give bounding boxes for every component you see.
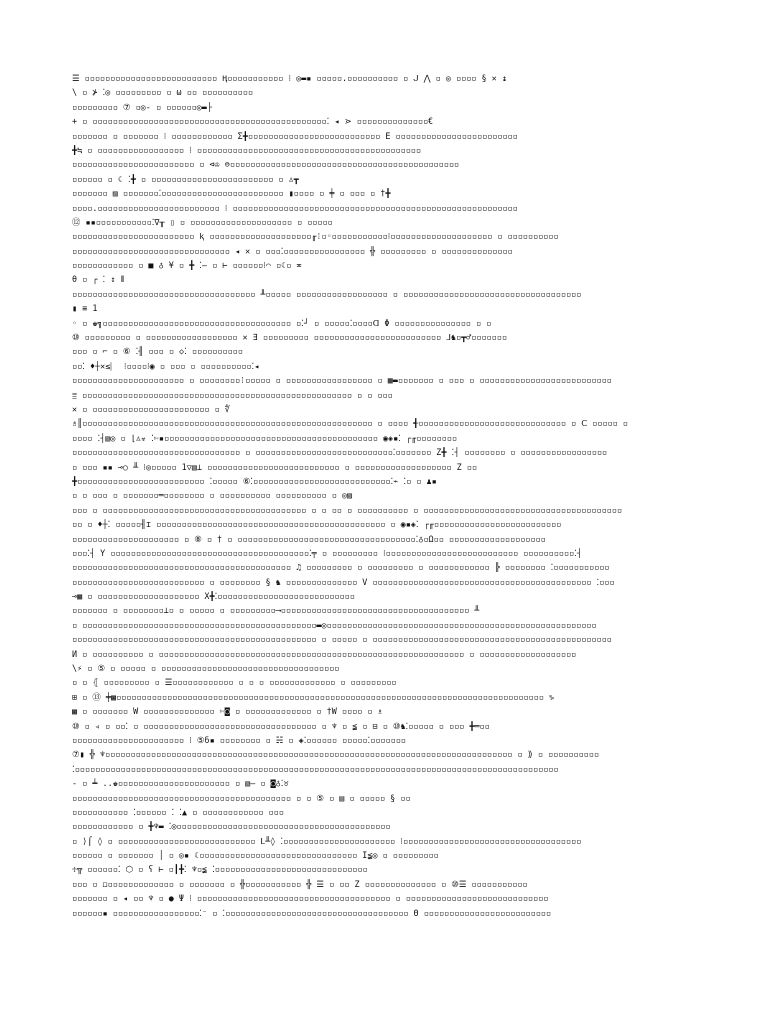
- text-line: ▫▫▫▫▫▫▫▫▫ ⑦ ▫◎- ▫ ▫▫▫▫▫▫◎▬├: [72, 101, 212, 112]
- text-line: ⊸▩ ▫ ▫▫▫▫▫▫▫▫▫▫▫▫▫▫▫▫▫▫▫▫ X╋⁚▫▫▫▫▫▫▫▫▫▫▫▫▫▫▫▫▫▫▫▫▫▫▫▫▫▫▫: [72, 591, 355, 602]
- text-line: ▫▫▫ ▫ ◻▫▫▫▫▫▫▫▫▫▫▫▫▫ ▫ ▫▫▫▫▫▫▫ ▫ ╬▫▫▫▫▫▫▫▫▫▫▫ ╬ ☰ ▫ ▫▫ Z ▫▫▫▫▫▫▫▫▫▫▫▫▫▫ ▫ ⑩☰ ▫▫▫▫▫▫▫▫▫▫▫: [72, 878, 528, 889]
- text-line: ✕ ▫ ▫▫▫▫▫▫▫▫▫▫▫▫▫▫▫▫▫▫▫▫▫▫▫ ▫ ∜: [72, 403, 230, 414]
- text-line: ▫▫▫▫▫▫▫ ▨ ▫▫▫▫▫▫▫⁚▫▫▫▫▫▫▫▫▫▫▫▫▫▫▫▫▫▫▫▫▫▫▫▫ ▮▫▫▫▫ ▫ ╪ ▫ ▫▫▫ ▫ †╋: [72, 188, 391, 199]
- text-line: ▫▫▫▫▫▫▫▫▫▫▫ ⁚▫▫▫▫▫▫ ⁚ ⁚▲ ▫ ▫▫▫▫▫▫▫▫▫▫▫▫ ▫▫▫: [72, 806, 284, 817]
- text-line: ☰ ▫▫▫▫▫▫▫▫▫▫▫▫▫▫▫▫▫▫▫▫▫▫▫▫▫▫ Ⱨ▫▫▫▫▫▫▫▫▫▫▫ ⁝ ◎▬▪ ▫▫▫▫▫.▫▫▫▫▫▫▫▫▫▫ ▫ ᒍ ⋀ ▫ ◎ ▫▫▫▫ § ✕ ↨: [72, 73, 507, 83]
- text-line: ▫▫▫▫▫▫▫▫▫▫▫▫▫▫▫▫▫▫▫▫▫ ▫ ⑧ ▫ † ▫ ▫▫▫▫▫▫▫▫▫▫▫▫▫▫▫▫▫▫▫▫▫▫▫▫▫▫▫▫▫▫▫▫▫▫▫⁚♁▫Ω▫▫ ▫▫▫▫▫▫▫▫▫▫▫▫▫▫▫▫▫▫▫: [72, 533, 546, 544]
- text-line: ▫▫▫▫▫▫ ▫ ▫▫▫▫▫▫▫ │ ▫ ◎▪ ☾▫▫▫▫▫▫▫▫▫▫▫▫▫▫▫▫▫▫▫▫▫▫▫▫▫▫▫▫▫▫▫ I≨◎ ▫ ▫▫▫▫▫▫▫▫▫: [72, 850, 439, 861]
- text-line: ▫▫▫▫▫▫▫ ▫ ▫▫▫▫▫▫▫▫⊥▫ ▫ ▫▫▫▫▫ ▫ ▫▫▫▫▫▫▫▫▫⟶▫▫▫▫▫▫▫▫▫▫▫▫▫▫▫▫▫▫▫▫▫▫▫▫▫▫▫▫▫▫▫▫▫▫▫▫▫ ╨: [72, 605, 480, 616]
- text-line: ⑫ ▪▪▫▫▫▫▫▫▫▫▫▫▫⁚∇╥ ▯ ▫ ▫▫▫▫▫▫▫▫▫▫▫▫▫▫▫▫▫▫▫▫ ▫ ▫▫▫▫▫: [72, 216, 333, 227]
- text-line: ▫▫▫▫▫▫▫ ▫ ▫▫▫▫▫▫▫ ⁝ ▫▫▫▫▫▫▫▫▫▫▫▫ Σ╋▫▫▫▫▫▫▫▫▫▫▫▫▫▫▫▫▫▫▫▫▫▫▫▫▫▫ Ε ▫▫▫▫▫▫▫▫▫▫▫▫▫▫▫▫▫▫▫▫▫▫▫▫: [72, 130, 518, 141]
- text-line: И ▫ ▫▫▫▫▫▫▫▫▫▫ ▫ ▫▫▫▫▫▫▫▫▫▫▫▫▫▫▫▫▫▫▫▫▫▫▫▫▫▫▫▫▫▫▫▫▫▫▫▫▫▫▫▫▫▫▫▫▫▫▫▫▫▫▫▫▫▫▫▫▫▫▫▫ ▫ ▫▫▫▫▫▫▫▫▫▫▫▫▫▫▫▫▫▫▫: [72, 648, 577, 659]
- text-line: ▫▫▫▫▫▫ ▫ ☾ ⁚╋ ▫ ▫▫▫▫▫▫▫▫▫▫▫▫▫▫▫▫▫▫▫▫▫▫▫▫ ▫ ♙┳: [72, 173, 299, 184]
- text-line: ▫▫▫⁚┤ Y ▫▫▫▫▫▫▫▫▫▫▫▫▫▫▫▫▫▫▫▫▫▫▫▫▫▫▫▫▫▫▫▫▫▫▫▫▫▫▫⁚╤ ▫ ▫▫▫▫▫▫▫▫▫ ⁝▫▫▫▫▫▫▫▫▫▫▫▫▫▫▫▫▫▫▫▫▫▫▫▫▫▫ ▫▫▫▫▫▫▫▫▫▫⁚┤: [72, 547, 582, 558]
- text-line: ▫▫▫▫▫▫▫▫▫▫▫▫▫▫▫▫▫▫▫▫▫▫ ⁝ ⑤ნ▪ ▫▫▫▫▫▫▫▫ ▫ ☵ ▫ ◈⁚▫▫▫▫▫▫ ▫▫▫▫▫⁚▫▫▫▫▫▫▫: [72, 734, 406, 745]
- text-line: ⑩ ▫▫▫▫▫▫▫▫▫ ▫ ▫▫▫▫▫▫▫▫▫▫▫▫▫▫▫▫▫▫ ✕ ∃ ▫▫▫▫▫▫▫▫▫ ▫▫▫▫▫▫▫▫▫▫▫▫▫▫▫▫▫▫▫▫▫▫▫▫▫ ⅃♞▫┳♂▫▫▫▫▫▫▫: [72, 332, 507, 343]
- text-line: ▮ ≡ 1: [72, 303, 98, 314]
- text-line: ▫▫▫▫▫▫▫▫▫▫▫▫ ▫ ■ ♁ ¥ ▫ ╋ ⁚— ▫ ⊢ ▫▫▫▫▫▫⁝⌒ ▫☾▫ ≖: [72, 260, 302, 271]
- text-line: + ▫ ▫▫▫▫▫▫▫▫▫▫▫▫▫▫▫▫▫▫▫▫▫▫▫▫▫▫▫▫▫▫▫▫▫▫▫▫▫▫▫▫▫▫▫▫▫▫⁚ ◂ ⋗ ▫▫▫▫▫▫▫▫▫▫▫▫▫▫€: [72, 116, 434, 127]
- text-line: ♱╦ ▫▫▫▫▫▫⁚ ⬡ ▫ ʕ ⊢ ▫┃╋⁚ ♆▫≨ ⁚▫▫▫▫▫▫▫▫▫▫▫▫▫▫▫▫▫▫▫▫▫▫▫▫▫▫▫▫▫▫: [72, 864, 368, 875]
- text-line: ▫▫▫▫▫▫▫ ▫ ◂ ▫▫ ♆ ▫ ● Ψ ⁝ ▫▫▫▫▫▫▫▫▫▫▫▫▫▫▫▫▫▫▫▫▫▫▫▫▫▫▫▫▫▫▫▫▫▫▫▫▫▫ ▫ ▫▫▫▫▫▫▫▫▫▫▫▫▫▫▫▫▫▫▫▫▫▫▫▫▫▫▫▫: [72, 893, 549, 904]
- text-line: ▩ ▫ ▫▫▫▫▫▫▫ W ▫▫▫▫▫▫▫▫▫▫▫▫▫▫ ✄◙ ▫ ▫▫▫▫▫▫▫▫▫▫▫▫▫ ▫ †W ▫▫▫▫ ▫ ♗: [72, 706, 383, 717]
- text-line: ▫▫▫▫▫▫▫▫▫▫▫▫▫▫▫▫▫▫▫▫▫▫▫▫▫▫▫▫▫▫▫▫▫ ▫ ▫▫▫▫▫▫▫▫▫▫▫▫▫▫▫▫▫▫▫▫▫▫▫▫▫▫▫⁚▫▫▫▫▫▫▫ Ζ╋ ⁚┤ ▫▫▫▫▫▫▫▫ ▫ ▫▫▫▫▫▫▫▫▫▫▫▫▫▫▫▫▫: [72, 447, 608, 458]
- text-line: ▫▫▫▫▫▫▫▫▫▫▫▫▫▫▫▫▫▫▫▫▫▫▫▫ ▫ ⊲♔ ⊜▫▫▫▫▫▫▫▫▫▫▫▫▫▫▫▫▫▫▫▫▫▫▫▫▫▫▫▫▫▫▫▫▫▫▫▫▫▫▫▫▫▫▫▫▫: [72, 159, 460, 170]
- text-line: ▫▫▫▫▫▫▫▫▫▫▫▫▫▫▫▫▫▫▫▫▫▫▫▫▫▫▫▫▫▫▫▫▫▫▫▫▫▫▫▫▫▫▫ ♫ ▫▫▫▫▫▫▫▫▫ ▫ ▫▫▫▫▫▫▫▫▫ ▫ ▫▫▫▫▫▫▫▫▫▫▫▫ ╠ ▫▫▫▫▫▫▫▫ ⁚▫▫▫▫▫▫▫▫▫▫▫: [72, 562, 610, 573]
- text-line: ╋≒ ▫ ▫▫▫▫▫▫▫▫▫▫▫▫▫▫▫▫▫ ⁝ ▫▫▫▫▫▫▫▫▫▫▫▫▫▫▫▫▫▫▫▫▫▫▫▫▫▫▫▫▫▫▫▫▫▫▫▫▫▫▫▫▫▫▫▫: [72, 144, 421, 155]
- text-line: ♗║▫▫▫▫▫▫▫▫▫▫▫▫▫▫▫▫▫▫▫▫▫▫▫▫▫▫▫▫▫▫▫▫▫▫▫▫▫▫▫▫▫▫▫▫▫▫▫▫▫▫▫▫▫▫▫▫▫ ▫ ▫▫▫▫ ╉▫▫▫▫▫▫▫▫▫▫▫▫▫▫▫▫▫▫▫▫▫▫▫▫▫▫▫▫▫ ▫ Ⅽ ▫▫▫▫▫ ▫: [72, 418, 628, 429]
- text-line: ▫ ⟩⌠ ◊ ▫ ▫▫▫▫▫▫▫▫▫▫▫▫▫▫▫▫▫▫▫▫▫▫▫▫▫▫▫ ᒪ╨◊ ⁚▫▫▫▫▫▫▫▫▫▫▫▫▫▫▫▫▫▫▫▫▫▫ ⁝▫▫▫▫▫▫▫▫▫▫▫▫▫▫▫▫▫▫▫▫▫▫▫▫▫▫▫▫▫▫▫▫▫▫▫: [72, 835, 582, 846]
- text-line: ▫▫▫ ▫ ▫▫▫▫▫▫▫▫▫▫▫▫▫▫▫▫▫▫▫▫▫▫▫▫▫▫▫▫▫▫▫▫▫▫▫▫▫▫▫▫ ▫ ▫ ▫▫ ▫ ▫▫▫▫▫▫▫▫▫▫ ▫ ▫▫▫▫▫▫▫▫▫▫▫▫▫▫▫▫▫▫▫▫▫▫▫▫▫▫▫▫▫▫▫▫▫▫▫▫▫▫▫: [72, 504, 622, 515]
- text-line: ▫▫⁚ ♦┼✕≲⎸ ⁝▫▫▫▫⁝◉ ▫ ▫▫▫ ▫ ▫▫▫▫▫▫▫▫▫▫⁚◂: [72, 360, 260, 371]
- text-line: \⚡ ▫ ⑤ ▫ ▫▫▫▫▫ ▫ ▫▫▫▫▫▫▫▫▫▫▫▫▫▫▫▫▫▫▫▫▫▫▫▫▫▫▫▫▫▫▫▫▫▫▫: [72, 663, 340, 674]
- text-line: ▫▫▫▫.▫▫▫▫▫▫▫▫▫▫▫▫▫▫▫▫▫▫▫▫▫▫▫▫ ⁝ ▫▫▫▫▫▫▫▫▫▫▫▫▫▫▫▫▫▫▫▫▫▫▫▫▫▫▫▫▫▫▫▫▫▫▫▫▫▫▫▫▫▫▫▫▫▫▫▫▫▫▫▫▫▫▫▫: [72, 202, 518, 213]
- text-line: ▫▫▫▫▫▫▫▫▫▫▫▫▫▫▫▫▫▫▫▫▫▫▫▫▫▫▫▫▫▫▫▫▫▫▫▫▫▫▫▫▫▫▫▫▫▫▫▫ ▫ ▫▫▫▫▫ ▫ ▫▫▫▫▫▫▫▫▫▫▫▫▫▫▫▫▫▫▫▫▫▫▫▫▫▫▫▫▫▫▫▫▫▫▫▫▫▫▫▫▫▫▫▫▫▫▫: [72, 634, 612, 645]
- text-line: ⊞ ▫ ⑬ ╪▩▫▫▫▫▫▫▫▫▫▫▫▫▫▫▫▫▫▫▫▫▫▫▫▫▫▫▫▫▫▫▫▫▫▫▫▫▫▫▫▫▫▫▫▫▫▫▫▫▫▫▫▫▫▫▫▫▫▫▫▫▫▫▫▫▫▫▫▫▫▫▫▫▫▫▫▫▫▫▫▫▫▫▫▫ ♑: [72, 691, 554, 702]
- text-line: ▫▫▫ ▫ ⌐ ▫ ⑥ ⁚╢ ▫▫▫ ▫ ◇⁚ ▫▫▫▫▫▫▫▫▫▫: [72, 346, 243, 357]
- text-line: ▫▫▫▫▫▫▫▫▫▫▫▫▫▫▫▫▫▫▫▫▫▫▫▫▫▫▫▫▫▫▫ ◂ ✕ ▫ ▫▫▫⁚▫▫▫▫▫▫▫▫▫▫▫▫▫▫▫▫ ╬ ▫▫▫▫▫▫▫▫▫ ▫ ▫▫▫▫▫▫▫▫▫▫▫▫▫▫: [72, 245, 513, 256]
- text-line: ▫▫▫▫▫▫▫▫▫▫▫▫▫▫▫▫▫▫▫▫▫▫▫▫▫▫ ▫ ▫▫▫▫▫▫▫▫ § ♞ ▫▫▫▫▫▫▫▫▫▫▫▫▫▫ V ▫▫▫▫▫▫▫▫▫▫▫▫▫▫▫▫▫▫▫▫▫▫▫▫▫▫▫▫▫▫▫▫▫▫▫▫▫▫▫▫▫▫▫ ⁚▫▫▫: [72, 576, 615, 587]
- text-line: ◦ ▫ ♚╗▫▫▫▫▫▫▫▫▫▫▫▫▫▫▫▫▫▫▫▫▫▫▫▫▫▫▫▫▫▫▫▫▫▫▫▫▫ ▫⁚┘ ▫ ▫▫▫▫▫⁚▫▫▫▫ᗡ Φ ▫▫▫▫▫▫▫▫▫▫▫▫▫▫▫ ▫ ▫: [72, 317, 492, 328]
- text-line: ▫▫▫▫▫▫▫▫▫▫▫▫▫▫▫▫▫▫▫▫▫▫▫▫▫▫▫▫▫▫▫▫▫▫▫▫▫▫▫▫▫▫▫ ▫ ▫ ⑤ ▫ ▤ ▫ ▫▫▫▫▫ § ▫▫: [72, 792, 411, 803]
- text-line: - ▫ ┷ ..♚▫▫▫▫▫▫▫▫▫▫▫▫▫▫▫▫▫▫▫▫▫▫ ▫ ▧— ▫ ◙♁⁚♉: [72, 778, 289, 789]
- document-text-body: [72, 71, 702, 951]
- text-line: ⑦▮ ╬ ♆▫▫▫▫▫▫▫▫▫▫▫▫▫▫▫▫▫▫▫▫▫▫▫▫▫▫▫▫▫▫▫▫▫▫▫▫▫▫▫▫▫▫▫▫▫▫▫▫▫▫▫▫▫▫▫▫▫▫▫▫▫▫▫▫▫▫▫▫▫▫▫▫▫▫▫▫▫▫▫▫ ▫ ⟫ ▫ ▫▫▫▫▫▫▫▫▫▫: [72, 749, 599, 760]
- text-line: ▫▫ ▫ ♦┼⁚ ▫▫▫▫▫╢ɪ ▫▫▫▫▫▫▫▫▫▫▫▫▫▫▫▫▫▫▫▫▫▫▫▫▫▫▫▫▫▫▫▫▫▫▫▫▫▫▫▫▫▫▫▫▫ ▫ ◉▪◈⁚ ┌╓▫▫▫▫▫▫▫▫▫▫▫▫▫▫▫▫▫▫▫▫▫▫▫▫▫: [72, 519, 562, 530]
- text-line: ▫▫▫▫▫▫▫▫▫▫▫▫▫▫▫▫▫▫▫▫▫▫ ▫ ▫▫▫▫▫▫▫▫⁞▫▫▫▫▫ ▫ ▫▫▫▫▫▫▫▫▫▫▫▫▫▫▫▫▫ ▫ ▦▬▫▫▫▫▫▫▫ ▫ ▫▫▫ ▫ ▫▫▫▫▫▫▫▫▫▫▫▫▫▫▫▫▫▫▫▫▫▫▫▫▫▫: [72, 375, 612, 386]
- text-line: \ ▫ ⊁ ⁚◎ ▫▫▫▫▫▫▫▫▫ ▫ ω ▫▫ ▫▫▫▫▫▫▫▫▫▫: [72, 87, 253, 98]
- text-line: ▫▫▫▫ ⁚┤▧◎ ▫ ⌊♙☣ ⁚✄▪▫▫▫▫▫▫▫▫▫▫▫▫▫▫▫▫▫▫▫▫▫▫▫▫▫▫▫▫▫▫▫▫▫▫▫▫▫▫▫▫▫▫ ◉◈▪⁚ ┌╓▫▫▫▫▫▫▫▫: [72, 432, 457, 443]
- text-line: ▫▫▫▫▫▫▫▫▫▫▫▫▫▫▫▫▫▫▫▫▫▫▫▫▫▫▫▫▫▫▫▫▫▫▫▫ ╨▫▫▫▫▫ ▫▫▫▫▫▫▫▫▫▫▫▫▫▫▫▫▫▫ ▫ ▫▫▫▫▫▫▫▫▫▫▫▫▫▫▫▫▫▫▫▫▫▫▫▫▫▫▫▫▫▫▫▫▫▫▫: [72, 288, 582, 299]
- text-line: ▫ ▫▫▫ ▪▪ ⊸○ ╨ ⁝◎▫▫▫▫▫ 1▽▧⊥ ▫▫▫▫▫▫▫▫▫▫▫▫▫▫▫▫▫▫▫▫▫▫▫▫▫▫ ▫ ▫▫▫▫▫▫▫▫▫▫▫▫▫▫▫▫▫▫▫ Ζ ▫▫: [72, 461, 477, 472]
- text-line: ▫ ▫ ▫▫▫ ▫ ▫▫▫▫▫▫▫═▫▫▫▫▫▫▫▫ ▫ ▫▫▫▫▫▫▫▫▫▫ ▫▫▫▫▫▫▫▫▫▫ ▫ ◎▨: [72, 490, 353, 501]
- text-line: ╋▫▫▫▫▫▫▫▫▫▫▫▫▫▫▫▫▫▫▫▫▫▫▫▫▫ ⁚▫▫▫▫▫ ⑥⁚▫▫▫▫▫▫▫▫▫▫▫▫▫▫▫▫▫▫▫▫▫▫▫▫▫▫▫⁚⌁ ⁚▫ ▫ ♟▪: [72, 475, 437, 486]
- text-line: θ ▫ ┌ ⁚ ↕ ⫴: [72, 274, 125, 285]
- text-line: ▫▫▫▫▫▫▫▫▫▫▫▫▫▫▫▫▫▫▫▫▫▫▫▫ ⱪ ▫▫▫▫▫▫▫▫▫▫▫▫▫▫▫▫▫▫▫▫╓⁞▫◦▫▫▫▫▫▫▫▫▫▫▫⁝▫▫▫▫▫▫▫▫▫▫▫▫▫▫▫▫▫▫▫▫ ▫ ▫▫▫▫▫▫▫▫▫▫: [72, 231, 559, 242]
- text-line: ▫ ▫▫▫▫▫▫▫▫▫▫▫▫▫▫▫▫▫▫▫▫▫▫▫▫▫▫▫▫▫▫▫▫▫▫▫▫▫▫▫▫▫▫▫▫▫▫▬◎▫▫▫▫▫▫▫▫▫▫▫▫▫▫▫▫▫▫▫▫▫▫▫▫▫▫▫▫▫▫▫▫▫▫▫▫▫▫▫▫▫▫▫▫▫▫▫▫▫▫▫▫▫: [72, 619, 597, 630]
- text-line: ▫▫▫▫▫▫▫▫▫▫▫▫ ▫ ╋♆▬ ⁚◎▫▫▫▫▫▫▫▫▫▫▫▫▫▫▫▫▫▫▫▫▫▫▫▫▫▫▫▫▫▫▫▫▫▫▫▫▫▫▫▫▫▫: [72, 821, 391, 832]
- text-line: ⑩ ▫ ◃ ▫ ▫▫⁚ ▫ ▫▫▫▫▫▫▫▫▫▫▫▫▫▫▫▫▫▫▫▫▫▫▫▫▫▫▫▫▫▫▫▫▫▫ ▫ ♆ ▫ ≨ ▫ ⊟ ▫ ⑩♞⁚▫▫▫▫▫ ▫ ▫▫▫ ╋═▫▫: [72, 720, 490, 731]
- text-line: ⩰ ▫▫▫▫▫▫▫▫▫▫▫▫▫▫▫▫▫▫▫▫▫▫▫▫▫▫▫▫▫▫▫▫▫▫▫▫▫▫▫▫▫▫▫▫▫▫▫▫▫▫▫▫▫ ▫ ▫ ▫▫▫: [72, 389, 393, 400]
- text-line: ▫▫▫▫▫▫▪ ▫▫▫▫▫▫▫▫▫▫▫▫▫▫▫▫▫⁚⁻ ▫ ⁚▫▫▫▫▫▫▫▫▫▫▫▫▫▫▫▫▫▫▫▫▫▫▫▫▫▫▫▫▫▫▫▫▫▫▫▫ Θ ▫▫▫▫▫▫▫▫▫▫▫▫▫▫▫▫▫▫▫▫▫▫▫▫▫: [72, 907, 551, 918]
- text-line: ▫ ▫ ⦃ ▫▫▫▫▫▫▫▫▫ ▫ ☰▫▫▫▫▫▫▫▫▫▫▫▫ ▫ ▫ ▫ ▫▫▫▫▫▫▫▫▫▫▫▫▫ ▫ ▫▫▫▫▫▫▫▫▫: [72, 677, 397, 688]
- text-line: ⁚▫▫▫▫▫▫▫▫▫▫▫▫▫▫▫▫▫▫▫▫▫▫▫▫▫▫▫▫▫▫▫▫▫▫▫▫▫▫▫▫▫▫▫▫▫▫▫▫▫▫▫▫▫▫▫▫▫▫▫▫▫▫▫▫▫▫▫▫▫▫▫▫▫▫▫▫▫▫▫▫▫▫▫▫▫▫▫▫▫▫▫▫▫▫▫: [72, 763, 559, 774]
